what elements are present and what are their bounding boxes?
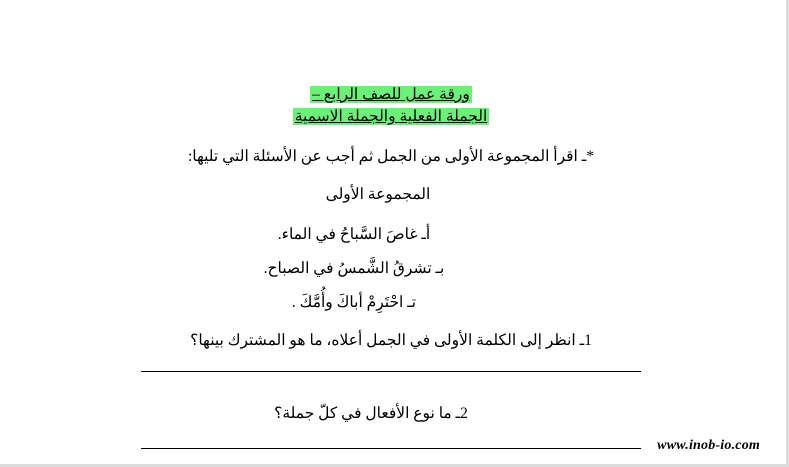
question-1-text: 1ـ انظر إلى الكلمة الأولى في الجمل أعلاه، ما هو المشترك بينها؟: [190, 332, 592, 350]
group-label: [0, 183, 782, 207]
title-line-2-text: الجملة الفعلية والجملة الاسمية: [294, 108, 488, 126]
question-2-text: 2ـ ما نوع الأفعال في كلّ جملة؟: [274, 405, 468, 423]
group-label-text: المجموعة الأولى: [325, 185, 431, 203]
list-item: بـ تشرقُ الشَّمسُ في الصباح.: [263, 259, 445, 277]
list-item: أـ غاصَ السَّباحُ في الماء.: [277, 225, 431, 243]
answer-line-1: [141, 371, 641, 372]
title-line-2: [0, 106, 782, 128]
answer-line-2: [141, 448, 641, 449]
instruction-text: *ـ اقرأ المجموعة الأولى من الجمل ثم أجب عن الأسئلة التي تليها:: [187, 147, 595, 165]
question-1: [0, 329, 782, 353]
watermark: www.inob-io.com: [657, 438, 760, 453]
title-line-1: [0, 84, 782, 106]
question-2: [0, 402, 782, 426]
sentence-list: [0, 223, 782, 315]
worksheet-title: [0, 84, 782, 129]
list-item: تـ احْتَرِمْ أباكَ وأُمَّكَ .: [291, 294, 417, 311]
title-line-1-text: ورقة عمل للصف الرابع –: [312, 86, 470, 103]
instruction-paragraph: [0, 145, 782, 169]
